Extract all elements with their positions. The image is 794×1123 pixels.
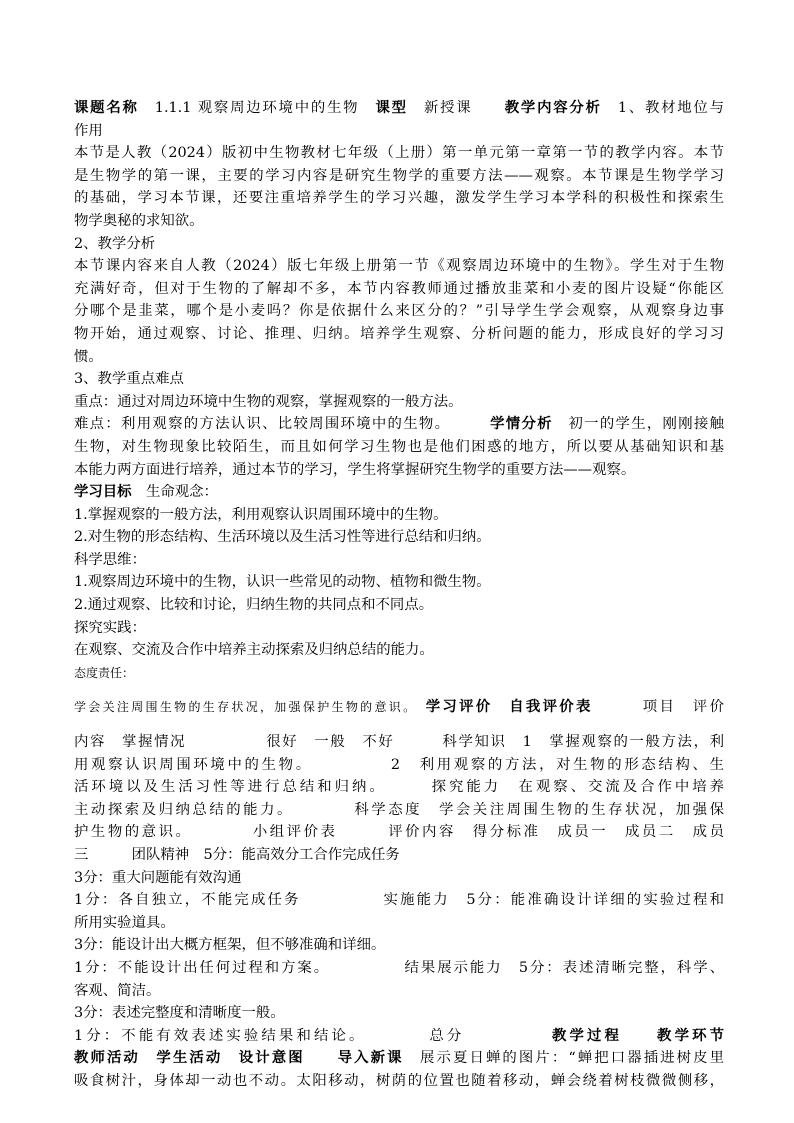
text-line bbox=[74, 662, 724, 685]
text-run: 本节课内容来自人教（2024）版七年级上册第一节《观察周边环境中的生物》。学生对于生物 bbox=[74, 258, 724, 275]
text-line bbox=[74, 731, 724, 754]
text-line bbox=[74, 844, 724, 867]
text-run: 1分：不能设计出任何过程和方案。 结果展示能力 5分：表述清晰完整，科学、 bbox=[74, 959, 724, 976]
bold-heading: 教学内容分析 bbox=[504, 100, 602, 116]
text-line bbox=[74, 278, 724, 301]
text-run: 充满好奇，但对于生物的了解却不多，本节内容教师通过播放韭菜和小麦的图片设疑“你能区 bbox=[74, 280, 724, 297]
text-line bbox=[74, 617, 724, 640]
text-line bbox=[74, 391, 724, 414]
text-line bbox=[74, 594, 724, 617]
text-line bbox=[74, 696, 724, 719]
text-run: 用观察认识周围环境中的生物。 2 利用观察的方法，对生物的形态结构、生 bbox=[74, 756, 724, 773]
bold-heading: 教师活动 学生活动 设计意图 导入新课 bbox=[74, 1050, 404, 1067]
bold-heading: 课型 bbox=[375, 100, 408, 116]
lesson-plan-document bbox=[74, 97, 724, 1093]
bold-heading: 教学过程 教学环节 bbox=[551, 1027, 724, 1044]
text-run: 物开始，通过观察、讨论、推理、归纳。培养学生观察、分析问题的能力，形成良好的学习习 bbox=[74, 325, 724, 342]
text-line bbox=[74, 934, 724, 957]
bold-heading: 学习目标 bbox=[74, 484, 132, 501]
text-line bbox=[74, 346, 724, 369]
text-run: 学会关注周围生物的生存状况，加强保护生物的意识。 bbox=[74, 700, 426, 715]
text-run: 展示夏日蝉的图片：“蝉把口器插进树皮里 bbox=[403, 1050, 724, 1067]
text-run: 所用实验道具。 bbox=[74, 914, 175, 931]
text-line bbox=[74, 1002, 724, 1025]
text-run: 物学奥秘的求知欲。 bbox=[74, 212, 204, 229]
text-run: 2.通过观察、比较和讨论，归纳生物的共同点和不同点。 bbox=[74, 597, 434, 614]
text-run: 本能力两方面进行培养，通过本节的学习，学生将掌握研究生物学的重要方法——观察。 bbox=[74, 461, 636, 478]
text-line bbox=[74, 1070, 724, 1093]
bold-heading: 课题名称 bbox=[74, 100, 139, 116]
text-line bbox=[74, 776, 724, 799]
text-line bbox=[74, 639, 724, 662]
text-run: 2.对生物的形态结构、生活环境以及生活习性等进行总结和归纳。 bbox=[74, 529, 491, 546]
text-run: 3分：重大问题能有效沟通 bbox=[74, 869, 242, 886]
text-run: 1.掌握观察的一般方法，利用观察认识周围环境中的生物。 bbox=[74, 506, 448, 523]
text-run: 主动探索及归纳总结的能力。 科学态度 学会关注周围生物的生存状况，加强保 bbox=[74, 801, 724, 818]
text-line bbox=[74, 368, 724, 391]
text-line bbox=[74, 97, 724, 120]
text-line bbox=[74, 210, 724, 233]
text-line bbox=[74, 120, 724, 143]
text-run: 生物，对生物现象比较陌生，而且如何学习生物也是他们困惑的地方，所以要从基础知识和基 bbox=[74, 438, 724, 455]
text-line bbox=[74, 187, 724, 210]
text-line bbox=[74, 504, 724, 527]
text-line bbox=[74, 436, 724, 459]
text-line bbox=[74, 255, 724, 278]
text-run: 项目 评价 bbox=[592, 699, 724, 716]
text-line bbox=[74, 142, 724, 165]
text-run: 1分：不能有效表述实验结果和结论。 总分 bbox=[74, 1027, 552, 1044]
text-line bbox=[74, 1047, 724, 1070]
text-line bbox=[74, 912, 724, 935]
text-run: 探究实践： bbox=[74, 619, 146, 636]
text-line bbox=[74, 980, 724, 1003]
text-run: 护生物的意识。 小组评价表 评价内容 得分标准 成员一 成员二 成员 bbox=[74, 824, 724, 841]
text-line bbox=[74, 889, 724, 912]
text-line bbox=[74, 413, 724, 436]
text-line bbox=[74, 459, 724, 482]
text-line bbox=[74, 526, 724, 549]
text-run: 3分：表述完整度和清晰度一般。 bbox=[74, 1005, 285, 1022]
text-run: 在观察、交流及合作中培养主动探索及归纳总结的能力。 bbox=[74, 642, 434, 659]
text-run: 1、教材地位与 bbox=[601, 100, 724, 116]
text-run: 作用 bbox=[74, 122, 103, 139]
text-line bbox=[74, 165, 724, 188]
text-line bbox=[74, 481, 724, 504]
spacer bbox=[74, 684, 724, 696]
text-line bbox=[74, 549, 724, 572]
text-line bbox=[74, 799, 724, 822]
text-run: 生命观念： bbox=[131, 484, 218, 501]
text-run: 态度责任： bbox=[74, 665, 135, 680]
bold-heading: 学习评价 自我评价表 bbox=[425, 699, 593, 716]
text-run: 内容 掌握情况 很好 一般 不好 科学知识 1 掌握观察的一般方法，利 bbox=[74, 734, 724, 751]
text-run: 惯。 bbox=[74, 348, 103, 365]
text-line bbox=[74, 571, 724, 594]
text-run: 难点：利用观察的方法认识、比较周围环境中的生物。 bbox=[74, 416, 491, 433]
text-run: 客观、简洁。 bbox=[74, 982, 161, 999]
text-line bbox=[74, 867, 724, 890]
text-run: 本节是人教（2024）版初中生物教材七年级（上册）第一单元第一章第一节的教学内容。本节 bbox=[74, 145, 724, 162]
spacer bbox=[74, 719, 724, 731]
text-run: 初一的学生，刚刚接触 bbox=[552, 416, 724, 433]
text-run: 活环境以及生活习性等进行总结和归纳。 探究能力 在观察、交流及合作中培养 bbox=[74, 779, 724, 796]
text-run: 是生物学的第一课，主要的学习内容是研究生物学的重要方法——观察。本节课是生物学学习 bbox=[74, 167, 724, 184]
text-run: 三 团队精神 5分：能高效分工合作完成任务 bbox=[74, 847, 400, 863]
text-run: 新授课 bbox=[407, 100, 505, 116]
text-line bbox=[74, 1025, 724, 1048]
text-run: 分哪个是韭菜，哪个是小麦吗？你是依据什么来区分的？”引导学生学会观察，从观察身边事 bbox=[74, 303, 724, 320]
text-run: 1.观察周边环境中的生物，认识一些常见的动物、植物和微生物。 bbox=[74, 574, 491, 591]
bold-heading: 学情分析 bbox=[490, 416, 553, 433]
text-run: 科学思维： bbox=[74, 551, 146, 568]
text-run: 重点：通过对周边环境中生物的观察，掌握观察的一般方法。 bbox=[74, 393, 463, 410]
text-line bbox=[74, 233, 724, 256]
text-run: 3、教学重点难点 bbox=[74, 371, 184, 388]
text-run: 吸食树汁，身体却一动也不动。太阳移动，树荫的位置也随着移动，蝉会绕着树枝微微侧移， bbox=[74, 1072, 724, 1089]
text-line bbox=[74, 821, 724, 844]
text-line bbox=[74, 957, 724, 980]
text-run: 1.1.1 观察周边环境中的生物 bbox=[138, 100, 376, 116]
text-line bbox=[74, 323, 724, 346]
text-line bbox=[74, 754, 724, 777]
text-run: 的基础，学习本节课，还要注重培养学生的学习兴趣，激发学生学习本学科的积极性和探索生 bbox=[74, 190, 724, 207]
text-line bbox=[74, 300, 724, 323]
text-run: 1分：各自独立，不能完成任务 实施能力 5分：能准确设计详细的实验过程和 bbox=[74, 892, 724, 909]
text-run: 3分：能设计出大概方框架，但不够准确和详细。 bbox=[74, 937, 386, 954]
text-run: 2、教学分析 bbox=[74, 235, 156, 252]
